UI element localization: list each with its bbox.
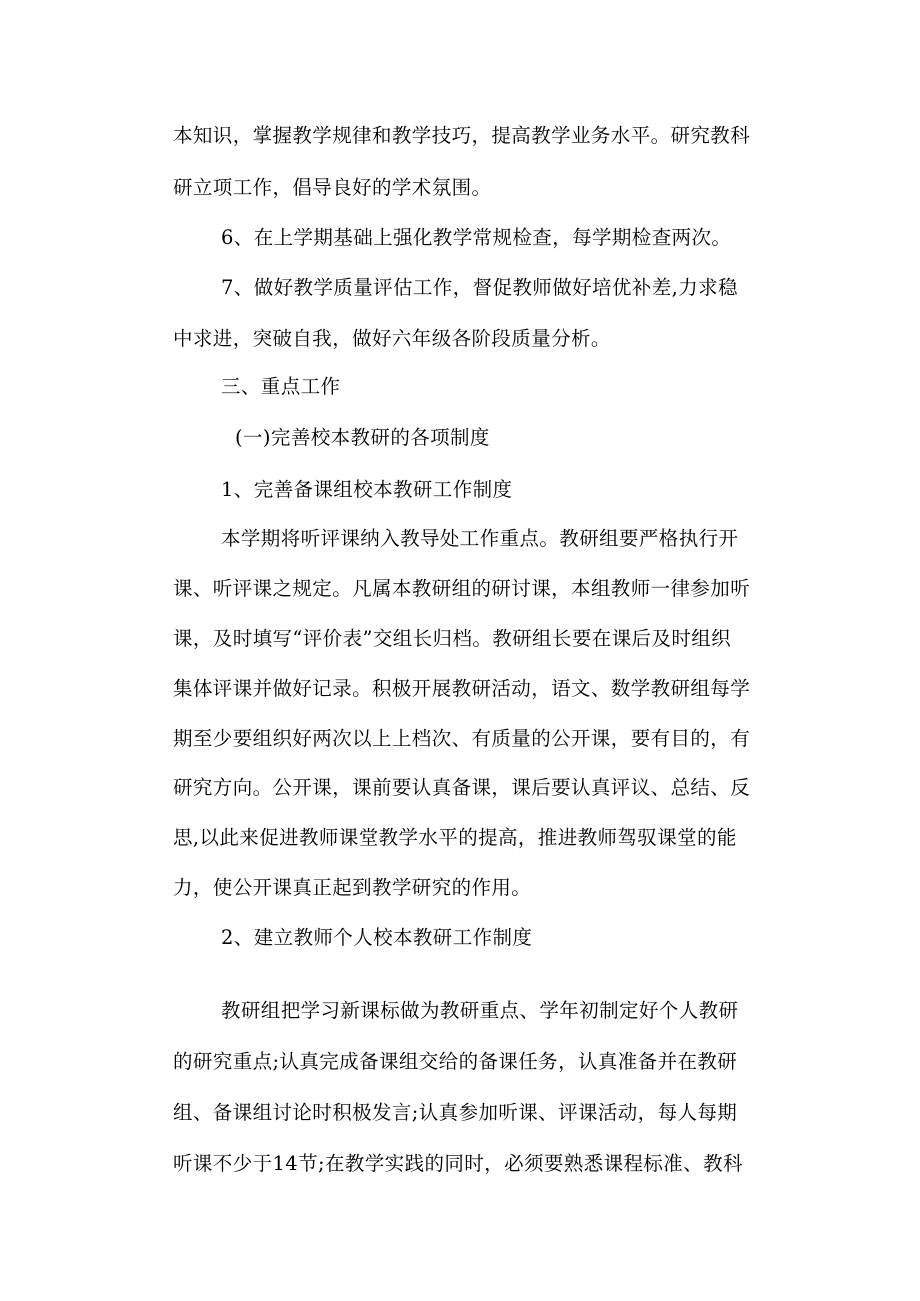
text-line-3: 6、在上学期基础上强化教学常规检查，每学期检查两次。 (221, 226, 732, 249)
paragraph-1-line-8: 力，使公开课真正起到教学研究的作用。 (173, 876, 532, 899)
subsection-heading: (一)完善校本教研的各项制度 (235, 426, 490, 449)
paragraph-1-line-2: 课、听评课之规定。凡属本教研组的研讨课，本组教师一律参加听 (173, 577, 751, 600)
item-heading-2: 2、建立教师个人校本教研工作制度 (221, 926, 533, 949)
text-line-2: 研立项工作，倡导良好的学术氛围。 (173, 176, 492, 199)
paragraph-1-line-5: 期至少要组织好两次以上上档次、有质量的公开课，要有目的，有 (173, 727, 751, 750)
paragraph-1-line-6: 研究方向。公开课，课前要认真备课，课后要认真评议、总结、反 (173, 776, 751, 799)
paragraph-2-line-3: 组、备课组讨论时积极发言;认真参加听课、评课活动，每人每期 (173, 1101, 738, 1124)
text-line-1: 本知识，掌握教学规律和教学技巧，提高教学业务水平。研究教科 (173, 124, 751, 147)
item-heading-1: 1、完善备课组校本教研工作制度 (221, 478, 513, 501)
paragraph-1-line-1: 本学期将听评课纳入教导处工作重点。教研组要严格执行开 (221, 527, 739, 550)
paragraph-2-line-4: 听课不少于14节;在教学实践的同时，必须要熟悉课程标准、教科 (173, 1152, 743, 1175)
paragraph-2-line-2: 的研究重点;认真完成备课组交给的备课任务，认真准备并在教研 (173, 1050, 738, 1073)
text-line-4: 7、做好教学质量评估工作，督促教师做好培优补差,力求稳 (221, 276, 738, 299)
section-heading: 三、重点工作 (221, 375, 341, 398)
text-line-5: 中求进，突破自我，做好六年级各阶段质量分析。 (173, 327, 611, 350)
paragraph-1-line-3: 课，及时填写“评价表”交组长归档。教研组长要在课后及时组织 (173, 627, 732, 650)
paragraph-2-line-1: 教研组把学习新课标做为教研重点、学年初制定好个人教研 (221, 999, 739, 1022)
paragraph-1-line-4: 集体评课并做好记录。积极开展教研活动，语文、数学教研组每学 (173, 677, 751, 700)
paragraph-1-line-7: 思,以此来促进教师课堂教学水平的提高，推进教师驾驭课堂的能 (173, 826, 737, 849)
